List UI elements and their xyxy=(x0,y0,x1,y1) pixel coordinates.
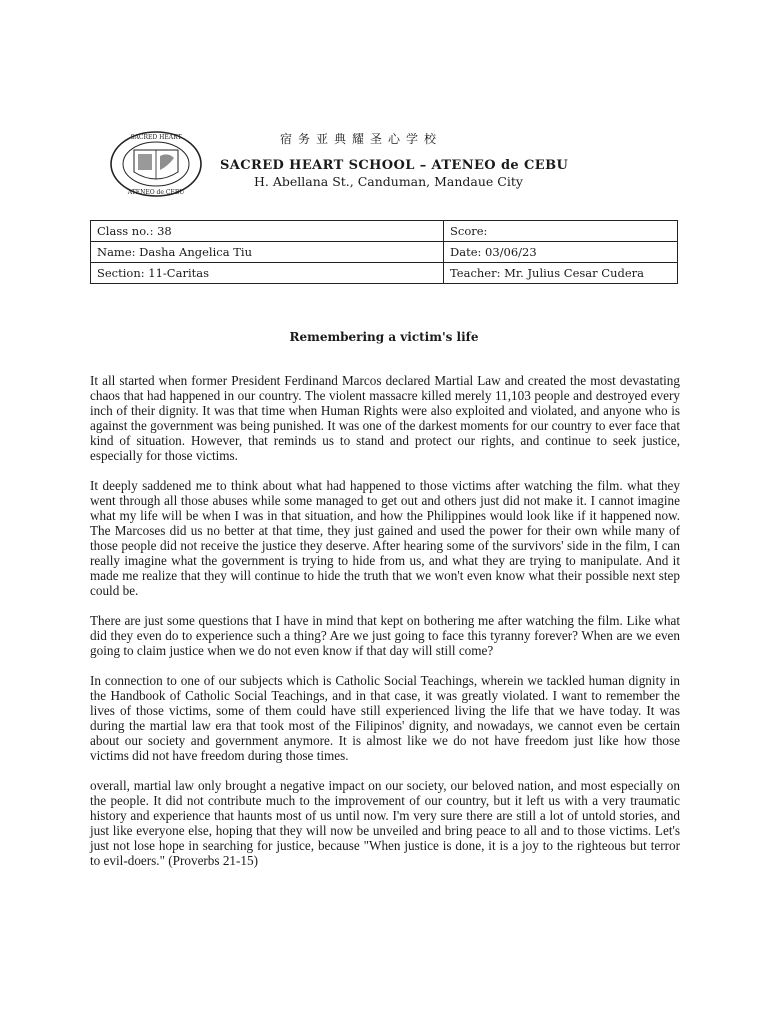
school-address: H. Abellana St., Canduman, Mandaue City xyxy=(254,174,523,189)
school-header xyxy=(108,130,668,200)
essay-paragraph-2: It deeply saddened me to think about what had happened to those victims after watching the film. what they went through all those abuses while some managed to get out and others just did not make it. I cannot imagine what my life will be when I was in that situation, and how the Philippines would look like if it happened now. The Marcoses did us no better at that time, they just gained and used the power for their own while many of those people did not receive the justice they deserve. After hearing some of the survivors' side in the film, I can really imagine what the government is trying to hide from us, and what they are trying to manipulate. And it made me realize that they will continue to hide the truth that we won't even know what their possible next step could be. xyxy=(90,478,680,598)
student-info-table xyxy=(90,220,678,284)
school-name: SACRED HEART SCHOOL – ATENEO de CEBU xyxy=(220,158,569,173)
section-cell: Section: 11-Caritas xyxy=(91,263,444,284)
table-row xyxy=(91,263,678,284)
class-number-cell: Class no.: 38 xyxy=(91,221,444,242)
table-row xyxy=(91,242,678,263)
svg-text:SACRED HEART: SACRED HEART xyxy=(130,134,182,141)
essay-paragraph-5: overall, martial law only brought a negative impact on our society, our beloved nation, and most especially on the people. It did not contribute much to the improvement of our country, but it left us with a very traumatic history and experience that haunts most of us until now. I'm very sure there are still a lot of untold stories, and just like everyone else, hoping that they will now be unveiled and bring peace to all and to those victims. Let's just not lose hope in searching for justice, because "When justice is done, it is a joy to the righteous but terror to evil-doers." (Proverbs 21-15) xyxy=(90,778,680,868)
essay-body xyxy=(90,373,680,883)
school-chinese-name: 宿务亚典耀圣心学校 xyxy=(280,132,443,146)
date-cell: Date: 03/06/23 xyxy=(444,242,678,263)
essay-paragraph-4: In connection to one of our subjects which is Catholic Social Teachings, wherein we tackled human dignity in the Handbook of Catholic Social Teachings, and in that case, it was greatly violated. I want to remember the lives of those victims, some of them could have still experienced living the life that we have today. It was during the martial law era that took most of the Filipinos' dignity, and nowadays, we cannot even be certain about our society and government anymore. It is almost like we do not have freedom just like how those victims did not have freedom during those times. xyxy=(90,673,680,763)
teacher-cell: Teacher: Mr. Julius Cesar Cudera xyxy=(444,263,678,284)
essay-paragraph-1: It all started when former President Ferdinand Marcos declared Martial Law and created the most devastating chaos that had happened in our country. The violent massacre killed merely 11,103 people and destroyed every inch of their dignity. It was that time when Human Rights were also exploited and violated, and anyone who is against the government was being punished. It was one of the darkest moments for our country to ever face that kind of situation. However, that reminds us to stand and protect our rights, and continue to seek justice, especially for those victims. xyxy=(90,373,680,463)
student-name-cell: Name: Dasha Angelica Tiu xyxy=(91,242,444,263)
svg-text:ATENEO de CEBU: ATENEO de CEBU xyxy=(127,189,185,196)
score-cell: Score: xyxy=(444,221,678,242)
essay-title: Remembering a victim's life xyxy=(289,330,479,344)
school-seal-logo xyxy=(108,130,204,198)
essay-paragraph-3: There are just some questions that I have in mind that kept on bothering me after watching the film. Like what did they even do to experience such a thing? Are we just going to face this tyranny forever? When are we even going to claim justice when we do not even know if that day will still come? xyxy=(90,613,680,658)
table-row xyxy=(91,221,678,242)
